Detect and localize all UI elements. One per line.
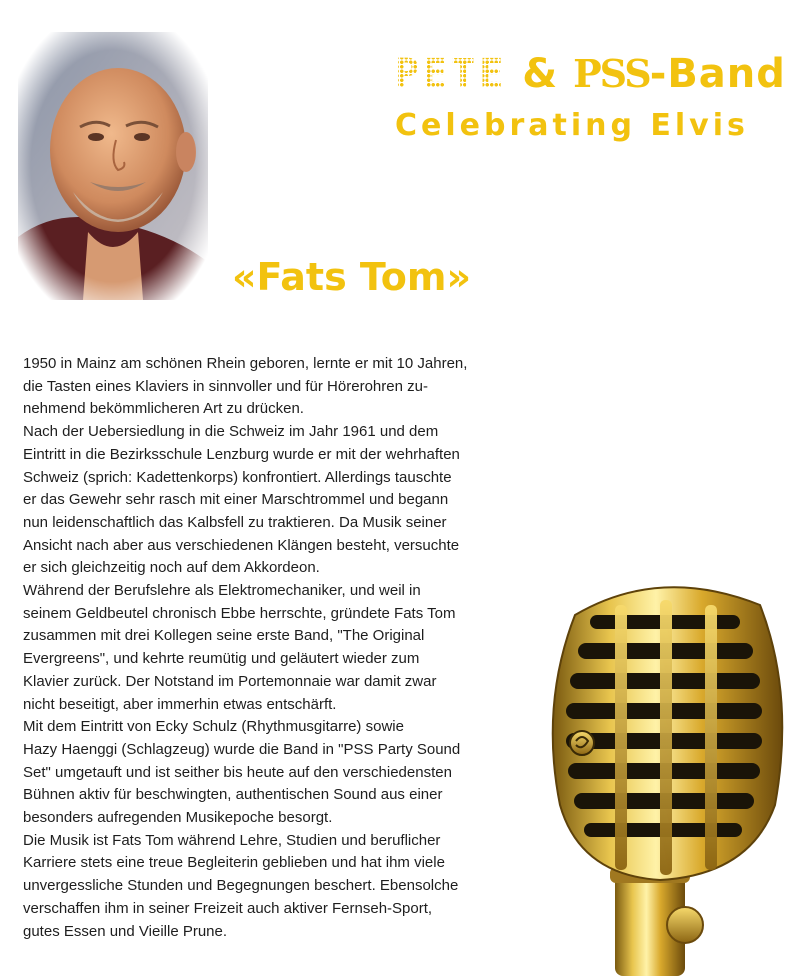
bio-line: Während der Berufslehre als Elektromechaniker, und weil in	[23, 582, 421, 600]
bio-line: 1950 in Mainz am schönen Rhein geboren, lernte er mit 10 Jahren,	[23, 355, 468, 372]
band-name-amp: &	[522, 51, 559, 97]
bio-line: er sich gleichzeitig noch auf dem Akkordeon.	[23, 559, 320, 577]
band-name-suffix: -Band	[649, 51, 786, 97]
bio-line: verschaffen ihm in seiner Freizeit auch aktiver Fernseh-Sport,	[23, 899, 433, 917]
bio-line: zusammen mit drei Kollegen seine erste Band, "The Original	[23, 627, 425, 645]
bio-line: nehmend bekömmlicheren Art zu drücken.	[23, 400, 304, 418]
page-subtitle: Celebrating Elvis	[395, 108, 749, 143]
bio-line: Ansicht nach aber aus verschiedenen Klängen besteht, versuchte	[23, 536, 460, 554]
bio-line: Nach der Uebersiedlung in die Schweiz im Jahr 1961 und dem	[23, 423, 439, 441]
band-name	[395, 50, 786, 98]
bio-line: Karriere stets eine treue Begleiterin geblieben und hat ihm viele	[23, 854, 445, 872]
bio-line: Bühnen aktiv für beschwingten, authentischen Sound aus einer	[23, 786, 443, 804]
portrait-photo	[18, 32, 208, 300]
bio-line: Schweiz (sprich: Kadettenkorps) konfrontiert. Allerdings tauschte	[23, 468, 452, 486]
bio-line: Eintritt in die Bezirksschule Lenzburg wurde er mit der wehrhaften	[23, 445, 460, 463]
bio-line: unvergessliche Stunden und Begegnungen beschert. Ebensolche	[23, 877, 459, 895]
bio-line: nun leidenschaftlich das Kalbsfell zu traktieren. Da Musik seiner	[23, 513, 447, 531]
bio-line: Hazy Haenggi (Schlagzeug) wurde die Band in "PSS Party Sound	[23, 740, 461, 758]
bio-line: er das Gewehr sehr rasch mit einer Marschtrommel und begann	[23, 491, 449, 509]
bio-line: Set" umgetauft und ist seither bis heute auf den verschiedensten	[23, 763, 452, 781]
bio-line: die Tasten eines Klaviers in sinnvoller und für Hörerohren zu-	[23, 377, 428, 395]
bio-line: seinem Geldbeutel chronisch Ebbe herrschte, gründete Fats Tom	[23, 604, 456, 622]
band-name-pete: PETE	[395, 51, 508, 97]
bio-line: gutes Essen und Vieille Prune.	[23, 922, 228, 940]
band-name-pss: PSS	[573, 51, 650, 96]
bio-line: Mit dem Eintritt von Ecky Schulz (Rhythmusgitarre) sowie	[23, 718, 404, 736]
bio-line: nicht beseitigt, aber immerhin etwas entschärft.	[23, 695, 337, 713]
bio-line: besonders aufregenden Musikepoche besorgt.	[23, 809, 333, 827]
biography-text	[23, 353, 503, 943]
bio-line: Die Musik ist Fats Tom während Lehre, Studien und beruflicher	[23, 831, 441, 849]
nickname-heading: «Fats Tom»	[232, 255, 472, 299]
microphone-icon	[520, 575, 800, 976]
bio-line: Evergreens", und kehrte reumütig und geläutert wieder zum	[23, 650, 420, 668]
bio-line: Klavier zurück. Der Notstand im Portemonnaie war damit zwar	[23, 672, 437, 690]
